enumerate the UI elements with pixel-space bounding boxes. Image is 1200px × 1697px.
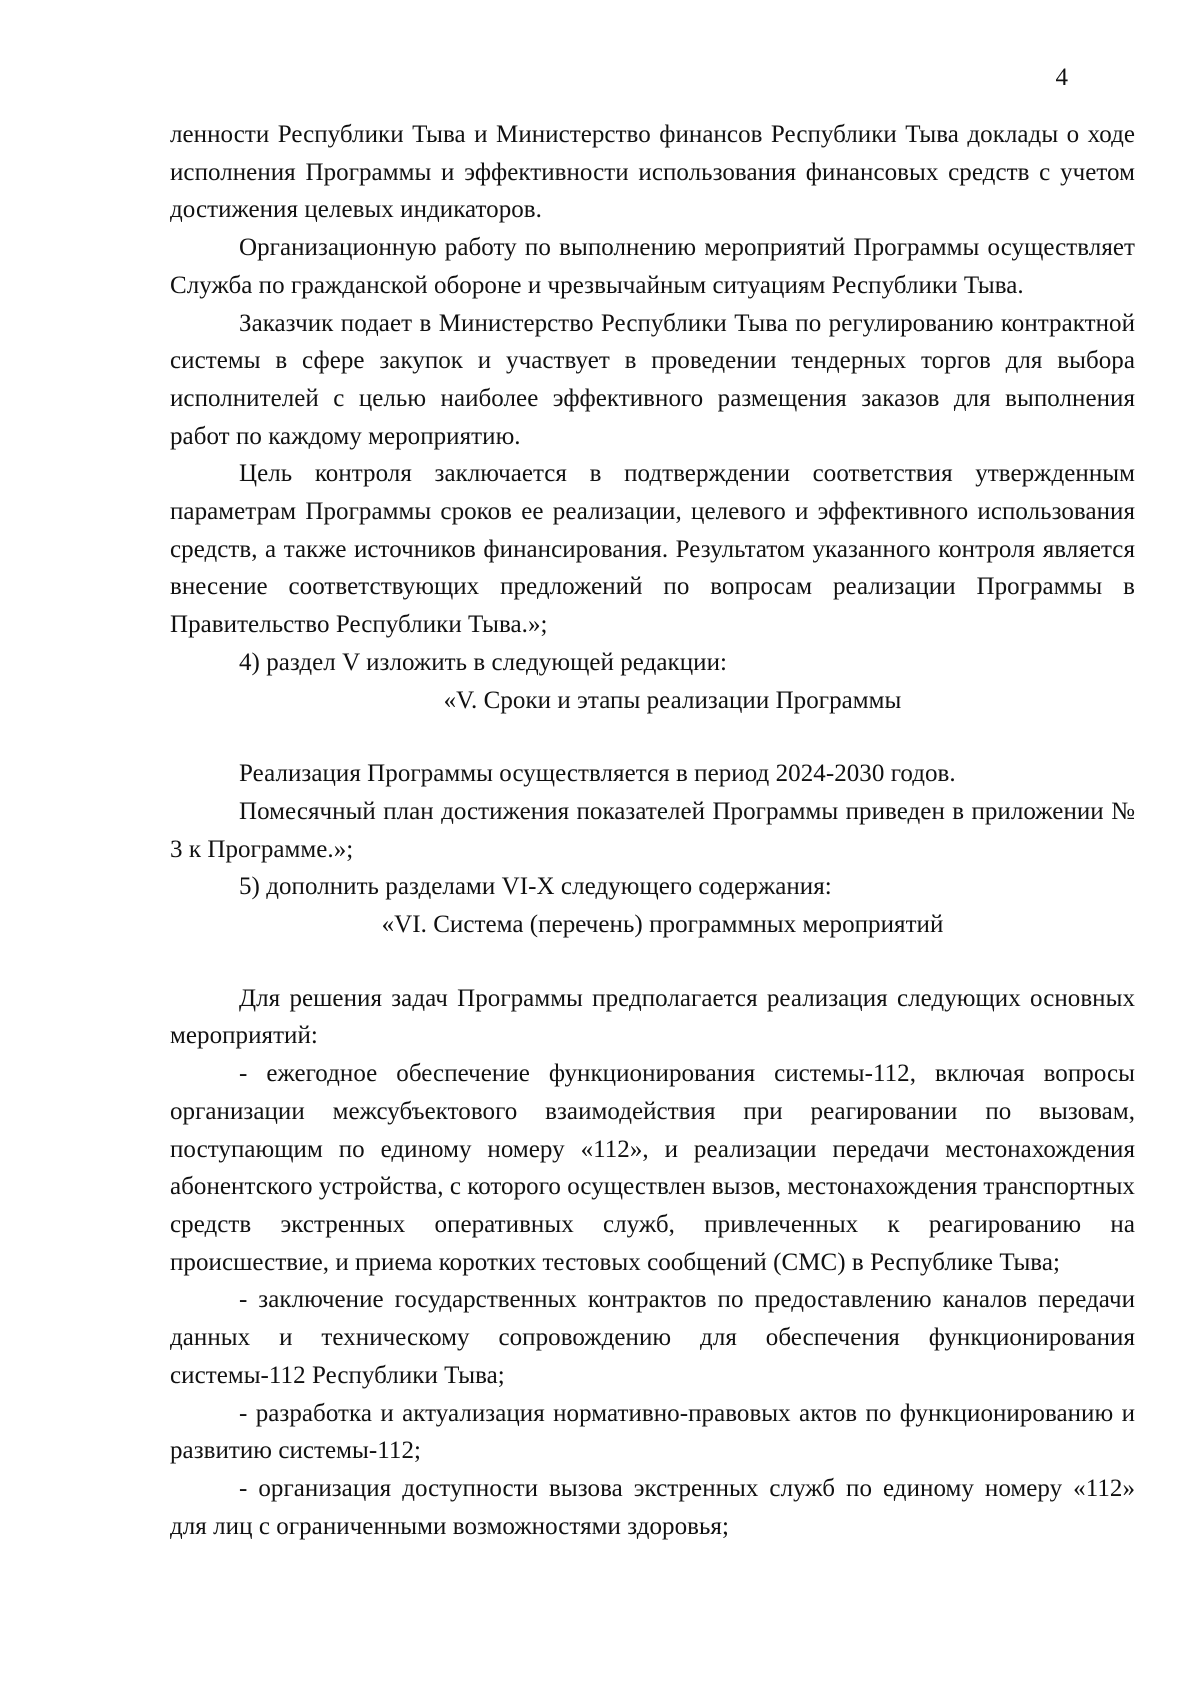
list-item: - организация доступности вызова экстренных служб по единому номеру «112» для лиц с ограниченными возможностями здоровья; <box>170 1474 1135 1540</box>
paragraph: 5) дополнить разделами VI-X следующего содержания: <box>239 873 832 901</box>
paragraph: ленности Республики Тыва и Министерство финансов Республики Тыва доклады о ходе исполнения Программы и эффективности использования финансовых средств с учетом достижения целевых индикаторов. <box>170 121 1135 224</box>
section-heading: «VI. Система (перечень) программных мероприятий <box>381 911 944 939</box>
paragraph: Организационную работу по выполнению мероприятий Программы осуществляет Служба по гражданской обороне и чрезвычайным ситуациям Республики Тыва. <box>170 234 1135 299</box>
page-number: 4 <box>1055 64 1068 91</box>
paragraph: Для решения задач Программы предполагается реализация следующих основных мероприятий: <box>170 984 1135 1050</box>
list-item: - разработка и актуализация нормативно-правовых актов по функционированию и развитию системы-112; <box>170 1399 1135 1465</box>
list-item: - ежегодное обеспечение функционирования системы-112, включая вопросы организации межсубъектового взаимодействия при реагировании по вызовам, поступающим по единому номеру «112», и реализации передачи местонахождения абонентского устройства, с которого осуществлен вызов, местонахождения транспортных средств экстренных оперативных служб, привлеченных к реагированию на происшествие, и приема коротких тестовых сообщений (СМС) в Республике Тыва; <box>170 1060 1135 1276</box>
list-item: - заключение государственных контрактов по предоставлению каналов передачи данных и техническому сопровождению для обеспечения функционирования системы-112 Республики Тыва; <box>170 1286 1135 1389</box>
paragraph: Заказчик подает в Министерство Республики Тыва по регулированию контрактной системы в сфере закупок и участвует в проведении тендерных торгов для выбора исполнителей с целью наиболее эффективного размещения заказов для выполнения работ по каждому мероприятию. <box>170 309 1135 450</box>
paragraph: 4) раздел V изложить в следующей редакции: <box>239 648 728 676</box>
paragraph: Цель контроля заключается в подтверждении соответствия утвержденным параметрам Программы сроков ее реализации, целевого и эффективного использования средств, а также источников финансирования. Результатом указанного контроля является внесение соответствующих предложений по вопросам реализации Программы в Правительство Республики Тыва.»; <box>170 460 1135 639</box>
spacer <box>170 944 1135 980</box>
paragraph: Помесячный план достижения показателей Программы приведен в приложении № 3 к Программе.»; <box>170 797 1135 863</box>
paragraph: Реализация Программы осуществляется в период 2024-2030 годов. <box>239 760 956 788</box>
document-body <box>170 116 1135 1545</box>
section-heading: «V. Сроки и этапы реализации Программы <box>443 686 902 714</box>
spacer <box>170 719 1135 755</box>
